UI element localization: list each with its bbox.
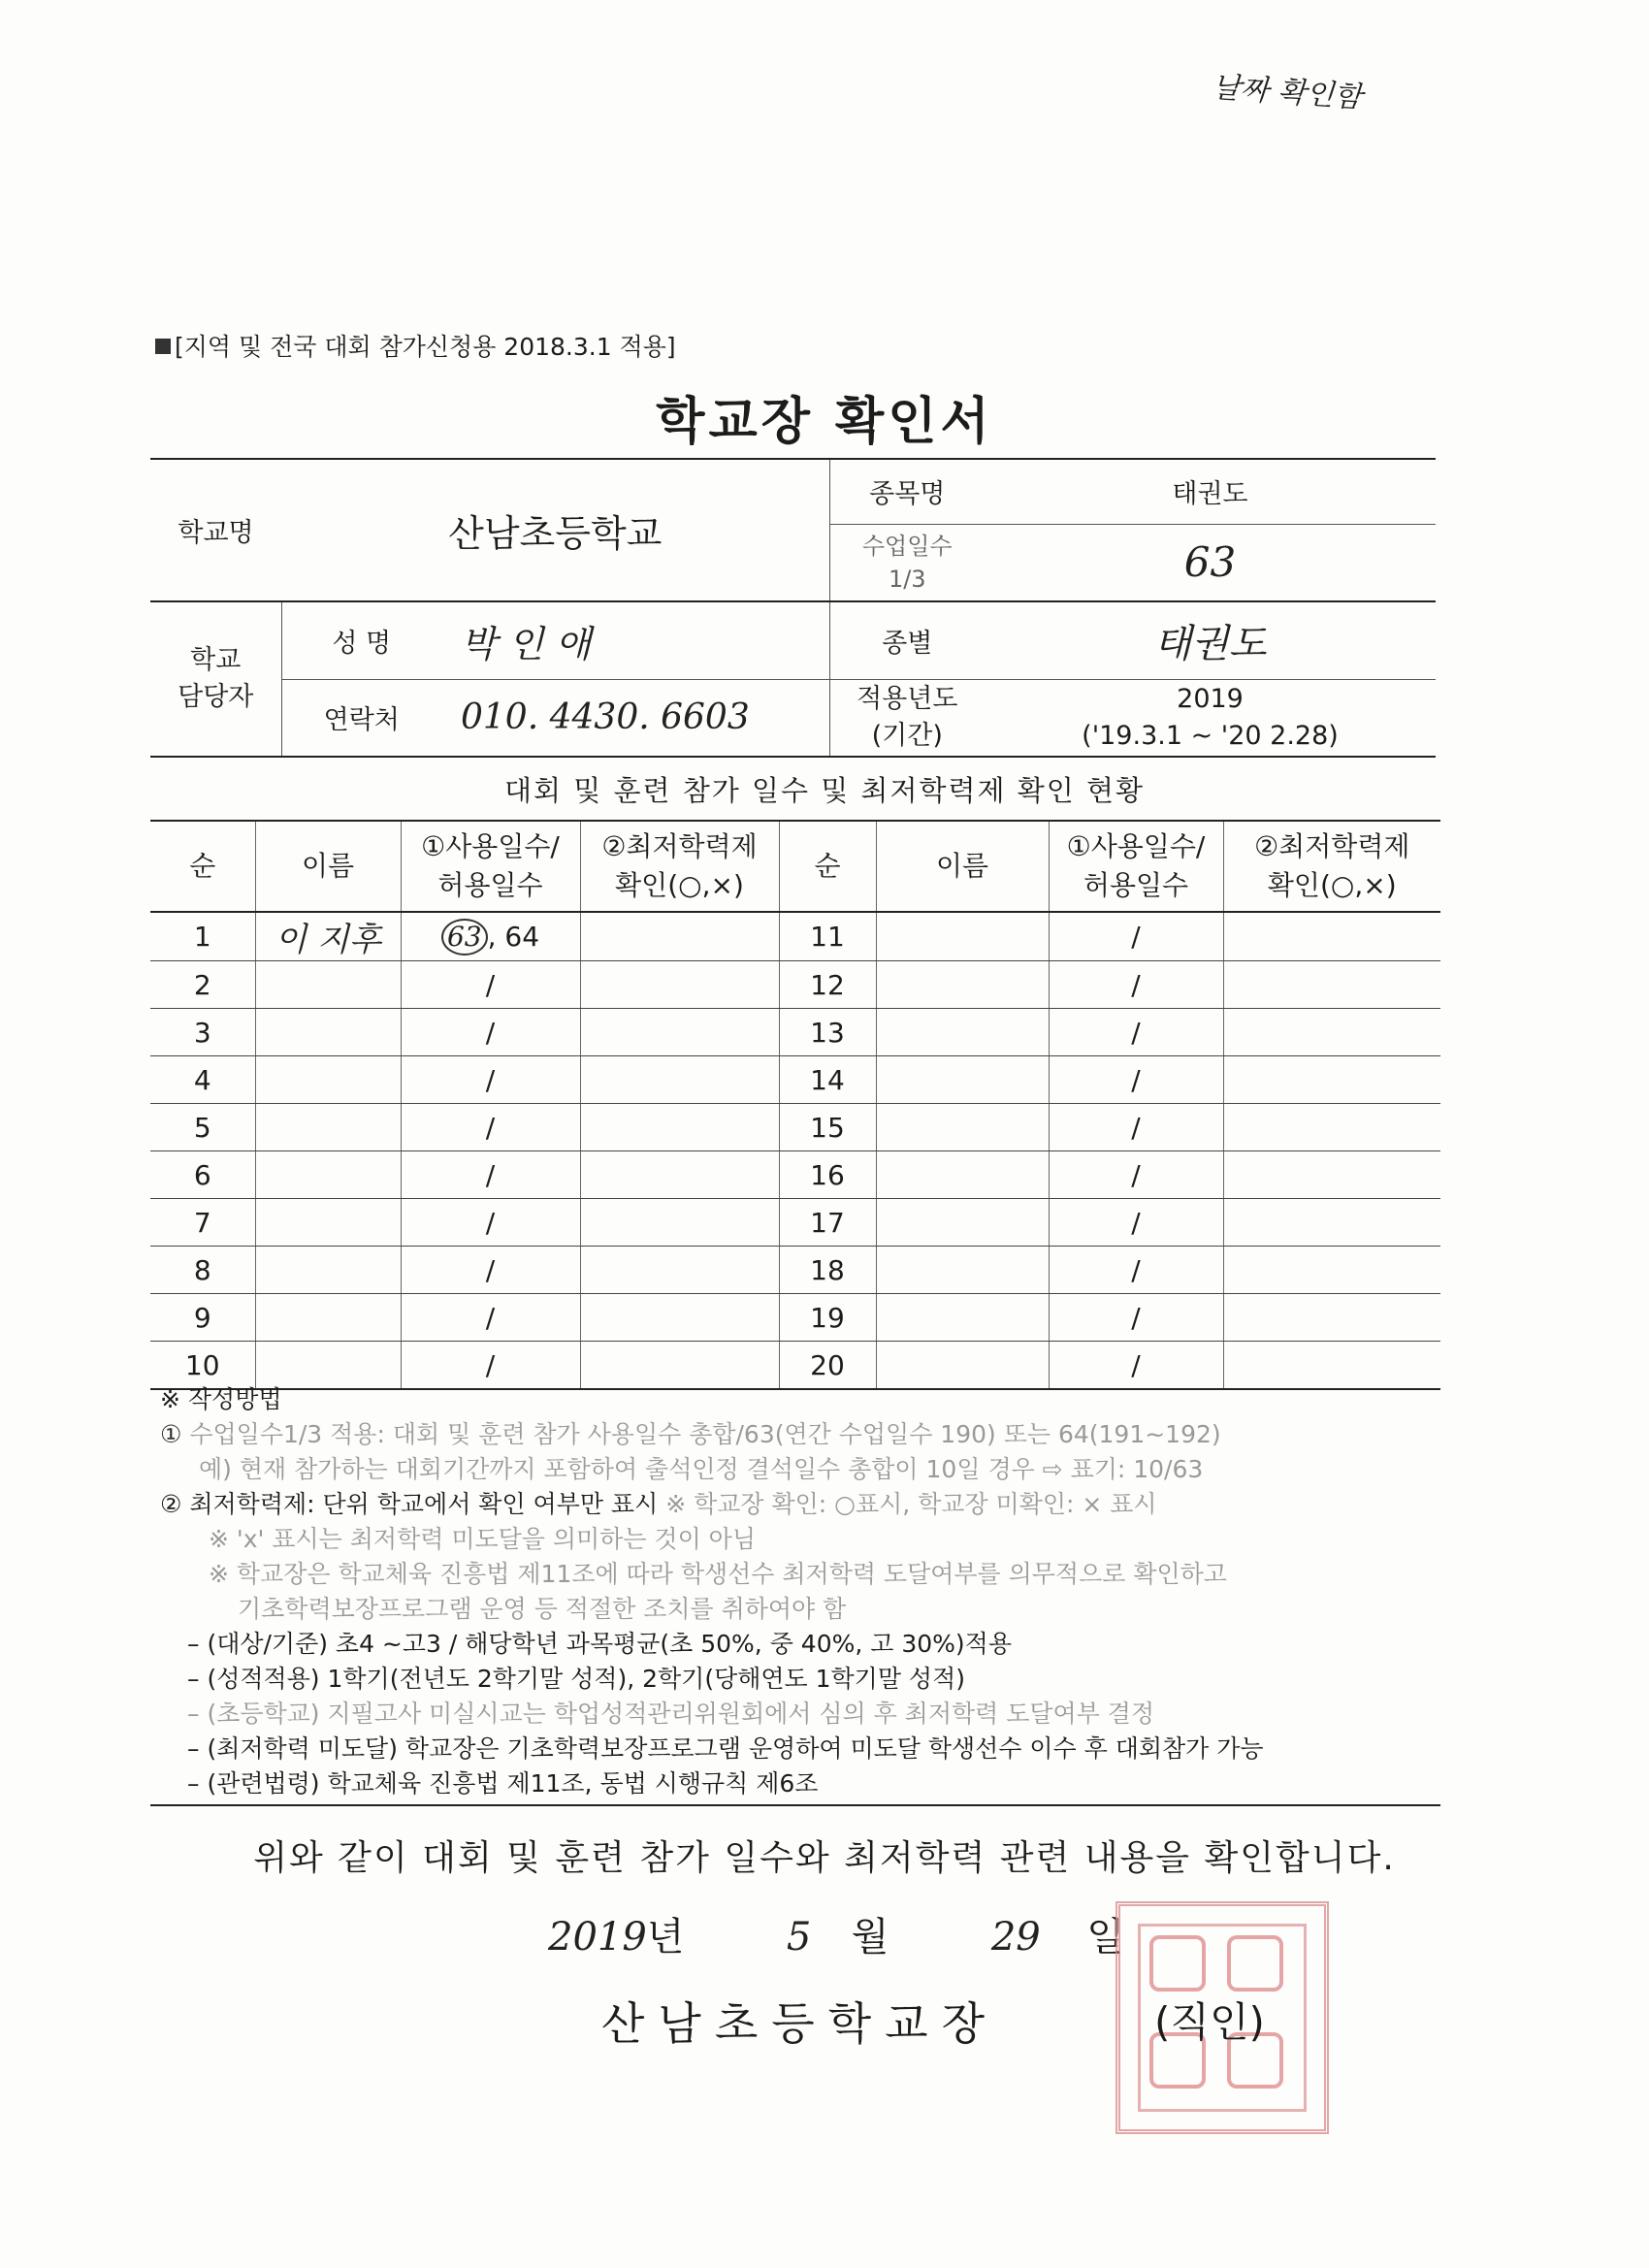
row-name bbox=[876, 912, 1049, 961]
class-days-value: 63 bbox=[985, 524, 1436, 601]
header-days-right bbox=[1049, 821, 1223, 912]
row-min bbox=[580, 961, 779, 1009]
row-name bbox=[255, 1056, 401, 1104]
roster-header-row bbox=[150, 821, 1440, 912]
table-row bbox=[150, 1056, 1440, 1104]
header-min-right bbox=[1223, 821, 1440, 912]
row-days: / bbox=[401, 1104, 580, 1151]
row-min bbox=[580, 1294, 779, 1342]
table-row bbox=[150, 1104, 1440, 1151]
row-min bbox=[1223, 1009, 1440, 1056]
row-name: 이 지후 bbox=[255, 912, 401, 961]
bullet-3: – (초등학교) 지필고사 미실시교는 학업성적관리위원회에서 심의 후 최저학력 도달여부 결정 bbox=[187, 1700, 1155, 1728]
notes-divider bbox=[150, 1804, 1440, 1806]
row-name bbox=[255, 961, 401, 1009]
bullet-4: – (최저학력 미도달) 학교장은 기초학력보장프로그램 운영하여 미도달 학생선수 이수 후 대회참가 가능 bbox=[187, 1734, 1264, 1763]
table-row bbox=[150, 912, 1440, 961]
row-min bbox=[580, 1151, 779, 1199]
row-days: / bbox=[1049, 1009, 1223, 1056]
row-name bbox=[876, 961, 1049, 1009]
sport-label: 종목명 bbox=[829, 459, 985, 524]
header-name-right: 이름 bbox=[876, 821, 1049, 912]
header-days-line2: 허용일수 bbox=[1083, 869, 1189, 901]
table-row bbox=[150, 1247, 1440, 1294]
period-value: ('19.3.1 ~ '20 2.28) bbox=[1082, 720, 1339, 751]
row-days: / bbox=[1049, 1199, 1223, 1247]
manager-label bbox=[150, 601, 281, 757]
header-min-left bbox=[580, 821, 779, 912]
note-2-sub-2b: 기초학력보장프로그램 운영 등 적절한 조치를 취하여야 함 bbox=[238, 1595, 847, 1623]
year-label bbox=[829, 679, 985, 757]
year-label-line1: 적용년도 bbox=[857, 683, 958, 714]
signature-date bbox=[548, 1906, 1124, 1961]
row-min bbox=[580, 1104, 779, 1151]
bullet-2: – (성적적용) 1학기(전년도 2학기말 성적), 2학기(당해연도 1학기말 성적) bbox=[187, 1665, 965, 1693]
row-days: / bbox=[1049, 912, 1223, 961]
row-name bbox=[255, 1199, 401, 1247]
manager-label-line2: 담당자 bbox=[178, 682, 254, 712]
row-days: / bbox=[1049, 1151, 1223, 1199]
table-row bbox=[150, 961, 1440, 1009]
confirmation-statement: 위와 같이 대회 및 훈련 참가 일수와 최저학력 관련 내용을 확인합니다. bbox=[253, 1838, 1396, 1878]
row-min bbox=[1223, 1294, 1440, 1342]
row-name bbox=[255, 1104, 401, 1151]
row-no: 19 bbox=[779, 1294, 876, 1342]
contact-value: 010. 4430. 6603 bbox=[441, 679, 829, 757]
row-no: 9 bbox=[150, 1294, 255, 1342]
sport-value: 태권도 bbox=[985, 459, 1436, 524]
row-name bbox=[876, 1199, 1049, 1247]
header-min-line1: ②최저학력제 bbox=[601, 830, 758, 862]
row-days: / bbox=[401, 1342, 580, 1390]
row-days: / bbox=[1049, 1104, 1223, 1151]
manager-label-line1: 학교 bbox=[190, 645, 242, 675]
row-days: / bbox=[401, 1151, 580, 1199]
row-name bbox=[876, 1104, 1049, 1151]
header-days-line1: ①사용일수/ bbox=[421, 830, 560, 862]
row-no: 13 bbox=[779, 1009, 876, 1056]
row-min bbox=[1223, 1151, 1440, 1199]
row-min bbox=[1223, 1104, 1440, 1151]
row-days: / bbox=[401, 1009, 580, 1056]
header-min-line1: ②최저학력제 bbox=[1254, 830, 1410, 862]
date-day-unit: 일 bbox=[1086, 1915, 1124, 1960]
school-label: 학교명 bbox=[150, 459, 281, 601]
row-days: / bbox=[401, 1294, 580, 1342]
roster-table bbox=[150, 820, 1440, 1390]
row-name bbox=[876, 1056, 1049, 1104]
school-name: 산남초등학교 bbox=[281, 459, 829, 601]
row-days: / bbox=[1049, 1056, 1223, 1104]
year-value-cell bbox=[985, 679, 1436, 757]
year-value: 2019 bbox=[1177, 683, 1244, 714]
row-no: 7 bbox=[150, 1199, 255, 1247]
name-value: 박 인 애 bbox=[441, 601, 829, 679]
row-min bbox=[580, 1056, 779, 1104]
allowed-days: 64 bbox=[504, 920, 540, 953]
header-days-line1: ①사용일수/ bbox=[1066, 830, 1206, 862]
note-2-marker: ② bbox=[160, 1490, 182, 1518]
row-min bbox=[1223, 1247, 1440, 1294]
note-1-line-2: 예) 현재 참가하는 대회기간까지 포함하여 출석인정 결석일수 총합이 10일 경우 ⇨ 표기: 10/63 bbox=[199, 1455, 1204, 1483]
note-2-sub-1: ※ 'x' 표시는 최저학력 미도달을 의미하는 것이 아님 bbox=[209, 1525, 756, 1553]
row-no: 10 bbox=[150, 1342, 255, 1390]
row-no: 18 bbox=[779, 1247, 876, 1294]
row-no: 1 bbox=[150, 912, 255, 961]
row-min bbox=[1223, 912, 1440, 961]
row-min bbox=[1223, 1199, 1440, 1247]
handwritten-corner-note: 날짜 확인함 bbox=[1211, 70, 1364, 115]
seal-mark bbox=[1149, 1935, 1206, 1992]
note-2-main: 최저학력제: 단위 학교에서 확인 여부만 표시 bbox=[189, 1490, 659, 1518]
instructions-heading: ※ 작성방법 bbox=[160, 1385, 282, 1413]
table-row bbox=[150, 1199, 1440, 1247]
row-min bbox=[580, 912, 779, 961]
note-1-line-1 bbox=[160, 1417, 1450, 1452]
class-days-label-line2: 1/3 bbox=[888, 565, 926, 593]
row-days: / bbox=[1049, 1294, 1223, 1342]
bullet-5: – (관련법령) 학교체육 진흥법 제11조, 동법 시행규칙 제6조 bbox=[187, 1769, 819, 1798]
bullet-1: – (대상/기준) 초4 ~고3 / 해당학년 과목평균(초 50%, 중 40%, 고 30%)적용 bbox=[187, 1630, 1012, 1658]
row-min bbox=[580, 1009, 779, 1056]
instructions bbox=[160, 1382, 1450, 1801]
used-days-circled: 63 bbox=[441, 919, 488, 956]
row-no: 5 bbox=[150, 1104, 255, 1151]
row-no: 12 bbox=[779, 961, 876, 1009]
note-1-text: 수업일수1/3 적용: 대회 및 훈련 참가 사용일수 총합/63(연간 수업일수 190) 또는 64(191~192) bbox=[189, 1420, 1221, 1448]
header-days-line2: 허용일수 bbox=[437, 869, 543, 901]
row-no: 8 bbox=[150, 1247, 255, 1294]
header-days-left bbox=[401, 821, 580, 912]
table-row bbox=[150, 1151, 1440, 1199]
row-name bbox=[255, 1294, 401, 1342]
row-min bbox=[580, 1199, 779, 1247]
square-bullet-icon bbox=[155, 339, 171, 354]
row-days: 63 , 64 bbox=[401, 912, 580, 961]
row-min bbox=[1223, 961, 1440, 1009]
table-row bbox=[150, 1294, 1440, 1342]
row-no: 17 bbox=[779, 1199, 876, 1247]
document-tag-text: [지역 및 전국 대회 참가신청용 2018.3.1 적용] bbox=[175, 333, 676, 361]
name-label: 성 명 bbox=[281, 601, 441, 679]
row-name bbox=[876, 1294, 1049, 1342]
row-no: 3 bbox=[150, 1009, 255, 1056]
row-name bbox=[876, 1151, 1049, 1199]
row-days: / bbox=[401, 1247, 580, 1294]
date-month: 5 bbox=[786, 1915, 812, 1960]
row-no: 15 bbox=[779, 1104, 876, 1151]
note-1-marker: ① bbox=[160, 1420, 182, 1448]
header-min-line2: 확인(○,×) bbox=[615, 869, 744, 901]
row-name bbox=[255, 1009, 401, 1056]
date-year: 2019 bbox=[548, 1915, 647, 1960]
year-label-line2: (기간) bbox=[871, 720, 943, 751]
info-table bbox=[150, 458, 1436, 758]
row-no: 11 bbox=[779, 912, 876, 961]
row-no: 2 bbox=[150, 961, 255, 1009]
row-min bbox=[580, 1247, 779, 1294]
event-label: 종별 bbox=[829, 601, 985, 679]
event-value: 태권도 bbox=[985, 601, 1436, 679]
contact-label: 연락처 bbox=[281, 679, 441, 757]
section-title: 대회 및 훈련 참가 일수 및 최저학력제 확인 현황 bbox=[503, 774, 1145, 807]
row-name bbox=[255, 1151, 401, 1199]
header-no-right: 순 bbox=[779, 821, 876, 912]
row-min bbox=[1223, 1056, 1440, 1104]
row-days: / bbox=[1049, 961, 1223, 1009]
row-no: 6 bbox=[150, 1151, 255, 1199]
date-year-unit: 년 bbox=[646, 1915, 685, 1960]
class-days-label bbox=[829, 524, 985, 601]
row-name bbox=[876, 1247, 1049, 1294]
note-2 bbox=[160, 1487, 1450, 1522]
date-day: 29 bbox=[990, 1915, 1041, 1960]
header-no-left: 순 bbox=[150, 821, 255, 912]
page-title: 학교장 확인서 bbox=[656, 393, 993, 451]
row-days: / bbox=[401, 961, 580, 1009]
row-no: 4 bbox=[150, 1056, 255, 1104]
row-name bbox=[255, 1247, 401, 1294]
seal-label: (직인) bbox=[1154, 1998, 1265, 2046]
header-min-line2: 확인(○,×) bbox=[1267, 869, 1397, 901]
note-2-sub-2a: ※ 학교장은 학교체육 진흥법 제11조에 따라 학생선수 최저학력 도달여부를 의무적으로 확인하고 bbox=[209, 1560, 1227, 1588]
note-2-faint: ※ 학교장 확인: ○표시, 학교장 미확인: × 표시 bbox=[665, 1490, 1157, 1518]
seal-mark bbox=[1227, 1935, 1283, 1992]
date-month-unit: 월 bbox=[851, 1915, 889, 1960]
row-no: 20 bbox=[779, 1342, 876, 1390]
document-tag bbox=[155, 328, 676, 363]
row-days: / bbox=[1049, 1247, 1223, 1294]
row-name bbox=[876, 1009, 1049, 1056]
principal-name: 산남초등학교장 bbox=[601, 1997, 999, 2050]
row-days: / bbox=[1049, 1342, 1223, 1390]
row-days: / bbox=[401, 1199, 580, 1247]
class-days-label-line1: 수업일수 bbox=[861, 532, 953, 560]
table-row bbox=[150, 1009, 1440, 1056]
row-no: 16 bbox=[779, 1151, 876, 1199]
row-no: 14 bbox=[779, 1056, 876, 1104]
header-name-left: 이름 bbox=[255, 821, 401, 912]
row-days: / bbox=[401, 1056, 580, 1104]
